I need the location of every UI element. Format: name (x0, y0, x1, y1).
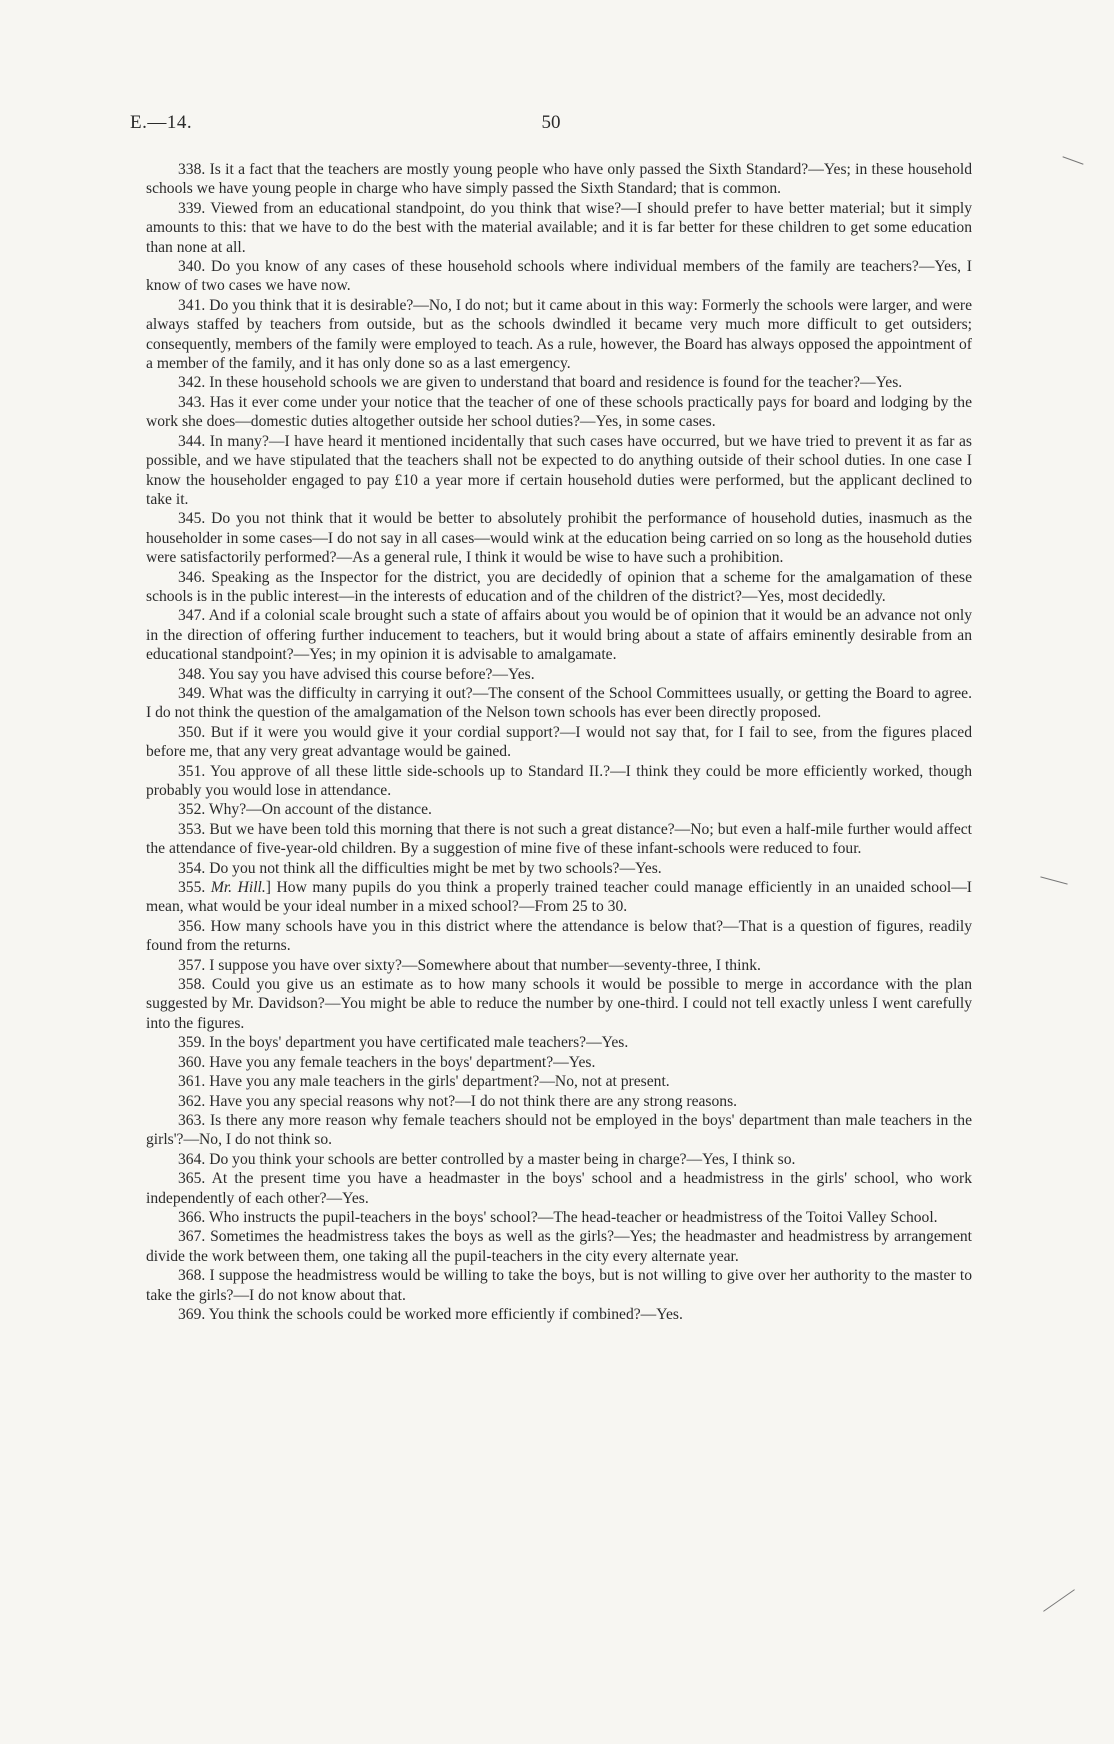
question-answer-paragraph (146, 878, 972, 917)
question-answer-paragraph: 368. I suppose the headmistress would be willing to take the boys, but is not willing to give over her authority to the master to take the girls?—I do not know about that. (146, 1267, 972, 1304)
question-answer-paragraph: 351. You approve of all these little side-schools up to Standard II.?—I think they could be more efficiently worked, though probably you would lose in attendance. (146, 762, 972, 799)
question-answer-paragraph: 369. You think the schools could be worked more efficiently if combined?—Yes. (178, 1305, 683, 1323)
question-answer-paragraph: 356. How many schools have you in this district where the attendance is below that?—That is a question of figures, readily found from the returns. (146, 917, 972, 955)
question-answer-paragraph: 338. Is it a fact that the teachers are mostly young people who have only passed the Sixth Standard?—Yes; in these household schools we have young people in charge who have simply passed the Sixth Standard; that is common. (146, 161, 972, 198)
question-number: 355. (178, 879, 211, 897)
question-answer-paragraph: 352. Why?—On account of the distance. (178, 801, 432, 819)
question-answer-paragraph: 348. You say you have advised this course before?—Yes. (178, 665, 535, 683)
question-answer-paragraph: 364. Do you think your schools are better controlled by a master being in charge?—Yes, I think so. (178, 1150, 796, 1168)
question-answer-paragraph: 349. What was the difficulty in carrying it out?—The consent of the School Committees usually, or getting the Board to agree. I do not think the question of the amalgamation of the Nelson town schools has ever been directly proposed. (146, 684, 972, 722)
question-answer-paragraph: 358. Could you give us an estimate as to how many schools it would be possible to merge in accordance with the plan suggested by Mr. Davidson?—You might be able to reduce the number by one-third. I could not tell exactly unless I went carefully into the figures. (146, 976, 972, 1032)
document-reference: E.—14. (130, 112, 193, 133)
question-answer-paragraph: 346. Speaking as the Inspector for the district, you are decidedly of opinion that a scheme for the amalgamation of these schools is in the public interest—in the interests of education and of the children of the district?—Yes, most decidedly. (146, 568, 972, 605)
question-answer-paragraph: 357. I suppose you have over sixty?—Somewhere about that number—seventy-three, I think. (178, 956, 761, 974)
speaker-name: Mr. Hill. (210, 879, 266, 897)
question-answer-paragraph: 361. Have you any male teachers in the girls' department?—No, not at present. (178, 1073, 670, 1091)
page-number: 50 (541, 112, 561, 133)
question-answer-paragraph: 340. Do you know of any cases of these household schools where individual members of the family are teachers?—Yes, I know of two cases we have now. (146, 258, 972, 295)
question-answer-paragraph: 343. Has it ever come under your notice that the teacher of one of these schools practically pays for board and lodging by the work she does—domestic duties altogether outside her school duties?—Yes, in some cases. (146, 393, 972, 431)
question-answer-paragraph: 347. And if a colonial scale brought such a state of affairs about you would be of opinion that it would be an advance not only in the direction of offering further inducement to teachers, but it would bring about a state of affairs eminently desirable from an educational standpoint?—Yes; in my opinion it is advisable to amalgamate. (146, 607, 972, 664)
evidence-transcript (146, 160, 972, 1324)
margin-mark (1062, 156, 1083, 164)
margin-mark (1040, 876, 1067, 884)
margin-mark (1043, 1589, 1075, 1612)
question-answer-paragraph: 341. Do you think that it is desirable?—No, I do not; but it came about in this way: Formerly the schools were larger, and were always staffed by teachers from outside, but as the schools dwindled it became very much more difficult to get outsiders; consequently, members of the family were employed to teach. As a rule, however, the Board has always opposed the appointment of a member of the family, and it has only done so as a last emergency. (146, 296, 972, 373)
paragraph-text: ] How many pupils do you think a properly trained teacher could manage efficiently in an unaided school—I mean, what would be your ideal number in a mixed school?—From 25 to 30. (146, 879, 973, 916)
question-answer-paragraph: 359. In the boys' department you have certificated male teachers?—Yes. (178, 1034, 629, 1052)
question-answer-paragraph: 344. In many?—I have heard it mentioned incidentally that such cases have occurred, but we have tried to prevent it as far as possible, and we have stipulated that the teachers shall not be expected to do anything outside of their school duties. In one case I know the householder engaged to pay £10 a year more if certain household duties were performed, but the applicant declined to take it. (146, 432, 972, 508)
question-answer-paragraph: 363. Is there any more reason why female teachers should not be employed in the boys' department than male teachers in the girls'?—No, I do not think so. (146, 1111, 972, 1149)
question-answer-paragraph: 365. At the present time you have a headmaster in the boys' school and a headmistress in the girls' school, who work independently of each other?—Yes. (146, 1170, 972, 1207)
question-answer-paragraph: 366. Who instructs the pupil-teachers in the boys' school?—The head-teacher or headmistress of the Toitoi Valley School. (178, 1208, 938, 1226)
question-answer-paragraph: 354. Do you not think all the difficulties might be met by two schools?—Yes. (178, 859, 662, 877)
question-answer-paragraph: 345. Do you not think that it would be better to absolutely prohibit the performance of household duties, inasmuch as the householder in some cases—I do not say in all cases—would wink at the education being carried on so long as the household duties were satisfactorily performed?—As a general rule, I think it would be wise to have such a prohibition. (146, 510, 972, 567)
question-answer-paragraph: 350. But if it were you would give it your cordial support?—I would not say that, for I fail to see, from the figures placed before me, that any very great advantage would be gained. (146, 723, 972, 761)
page-header (130, 112, 972, 138)
question-answer-paragraph: 360. Have you any female teachers in the boys' department?—Yes. (178, 1053, 596, 1071)
question-answer-paragraph: 362. Have you any special reasons why not?—I do not think there are any strong reasons. (178, 1092, 738, 1110)
question-answer-paragraph: 367. Sometimes the headmistress takes the boys as well as the girls?—Yes; the headmaster and headmistress by arrangement divide the work between them, one taking all the pupil-teachers in the city every alternate year. (146, 1228, 972, 1265)
question-answer-paragraph: 342. In these household schools we are given to understand that board and residence is found for the teacher?—Yes. (178, 374, 903, 392)
question-answer-paragraph: 339. Viewed from an educational standpoint, do you think that wise?—I should prefer to have better material; but it simply amounts to this: that we have to do the best with the material available; and it is far better for these children to get some education than none at all. (146, 199, 972, 256)
question-answer-paragraph: 353. But we have been told this morning that there is not such a great distance?—No; but even a half-mile further would affect the attendance of five-year-old children. By a suggestion of mine five of these infant-schools were reduced to four. (146, 820, 972, 858)
